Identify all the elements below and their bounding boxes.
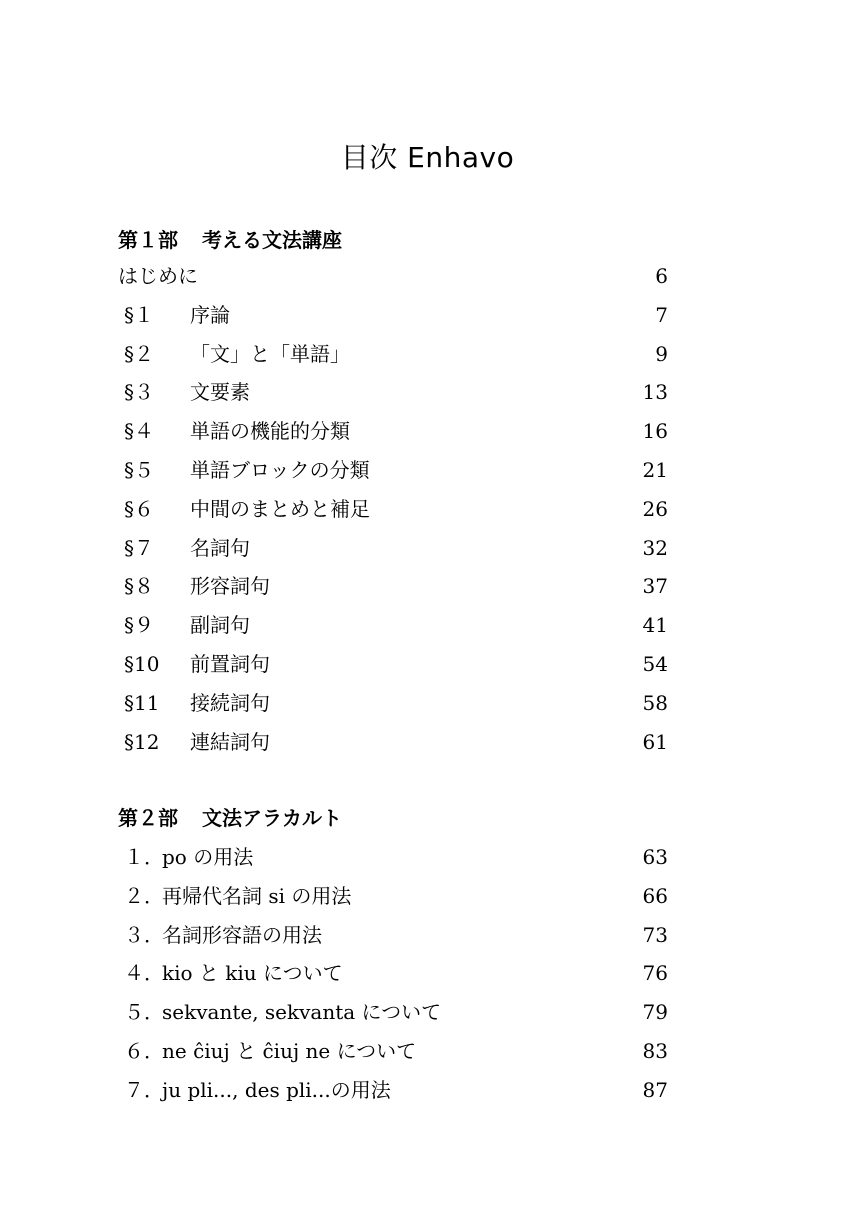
page-title: 目次 Enhavo [340,141,515,174]
entry-number: §７ [124,535,154,560]
entry-page: 26 [642,496,668,521]
entry-title: 単語ブロックの分類 [190,457,370,482]
entry-title: ju pli..., des pli...の用法 [162,1077,391,1102]
entry-number: ４． [124,961,164,986]
entry-title: 再帰代名詞 si の用法 [162,883,352,908]
toc-entry [118,262,668,301]
entry-number: §８ [124,574,154,599]
entry-number: §11 [124,690,160,715]
entry-number: §５ [124,457,154,482]
entry-page: 32 [642,535,668,560]
entry-number: ５． [124,1000,164,1025]
entry-title: 文要素 [190,380,250,405]
entry-number: §10 [124,651,160,676]
part-name: 文法アラカルト [202,806,342,830]
entry-page: 41 [642,613,668,638]
part-2-toc-list [118,843,668,1115]
part-number: 第２部 [118,806,178,830]
entry-page: 54 [642,651,668,676]
toc-entry [118,417,668,456]
toc-entry [118,650,668,689]
entry-title: 副詞句 [190,613,250,638]
entry-number: §９ [124,613,154,638]
toc-entry [118,1076,668,1115]
entry-page: 87 [642,1077,668,1102]
entry-number: ６． [124,1038,164,1063]
entry-number: ７． [124,1077,164,1102]
entry-page: 9 [655,341,668,366]
toc-entry [118,456,668,495]
entry-page: 37 [642,574,668,599]
entry-number: ３． [124,922,164,947]
part-1-toc-list [118,262,668,766]
part-2-heading [118,804,342,832]
toc-entry [118,340,668,379]
entry-page: 58 [642,690,668,715]
toc-entry [118,689,668,728]
toc-entry [118,921,668,960]
entry-title: 「文」と「単語」 [190,341,350,366]
entry-title: 前置詞句 [190,651,270,676]
entry-page: 63 [642,845,668,869]
entry-page: 7 [655,302,668,327]
toc-entry [118,843,668,882]
entry-title: 単語の機能的分類 [190,419,350,444]
entry-title: はじめに [118,264,198,288]
toc-entry [118,534,668,573]
entry-number: §12 [124,729,160,754]
entry-number: §６ [124,496,154,521]
entry-number: §１ [124,302,154,327]
toc-entry [118,959,668,998]
entry-title: 序論 [190,302,230,327]
entry-title: sekvante, sekvanta について [162,1000,442,1025]
toc-entry [118,611,668,650]
toc-entry [118,495,668,534]
toc-entry [118,998,668,1037]
toc-entry [118,572,668,611]
entry-number: １． [124,845,164,869]
entry-title: ne ĉiuj と ĉiuj ne について [162,1038,417,1063]
part-name: 考える文法講座 [202,228,342,252]
entry-page: 73 [642,922,668,947]
entry-title: po の用法 [162,845,254,869]
entry-title: 名詞句 [190,535,250,560]
entry-title: 接続詞句 [190,690,270,715]
entry-page: 76 [642,961,668,986]
entry-title: kio と kiu について [162,961,343,986]
entry-page: 61 [642,729,668,754]
part-number: 第１部 [118,228,178,252]
entry-number: §４ [124,419,154,444]
entry-page: 16 [642,419,668,444]
entry-page: 13 [642,380,668,405]
toc-entry [118,882,668,921]
toc-entry [118,378,668,417]
toc-entry [118,728,668,767]
toc-entry [118,1037,668,1076]
entry-number: §２ [124,341,154,366]
part-1-heading [118,226,342,254]
entry-page: 21 [642,457,668,482]
entry-title: 連結詞句 [190,729,270,754]
toc-entry [118,301,668,340]
entry-title: 形容詞句 [190,574,270,599]
entry-number: §３ [124,380,154,405]
entry-page: 83 [642,1038,668,1063]
entry-number: ２． [124,883,164,908]
entry-title: 中間のまとめと補足 [190,496,370,521]
entry-page: 79 [642,1000,668,1025]
entry-title: 名詞形容語の用法 [162,922,322,947]
entry-page: 6 [655,264,668,288]
entry-page: 66 [642,883,668,908]
